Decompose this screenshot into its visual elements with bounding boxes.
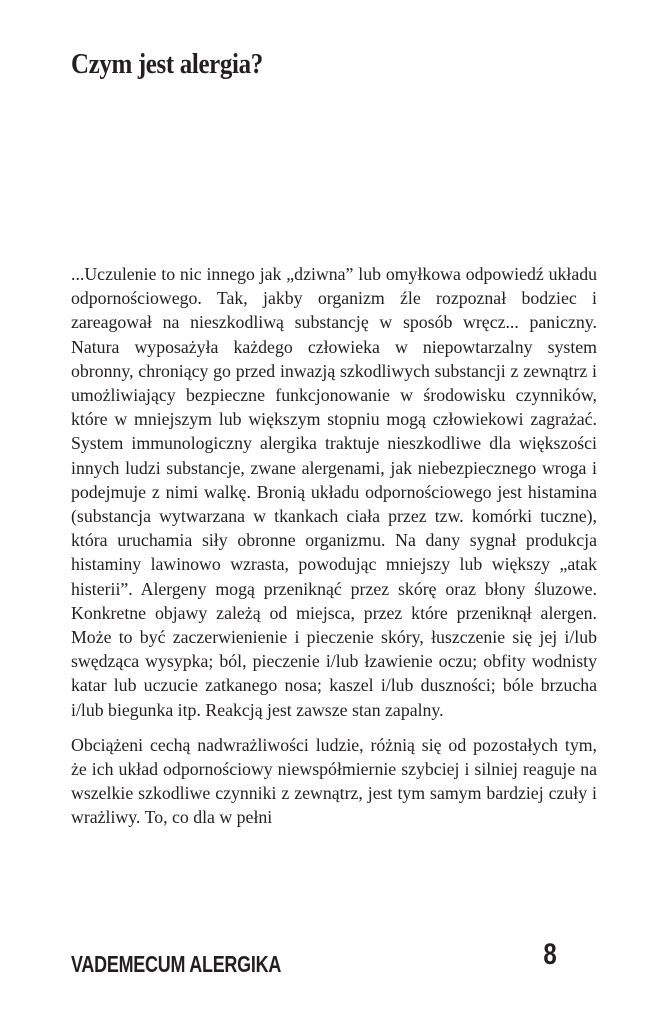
footer-book-title: VADEMECUM ALERGIKA	[71, 951, 282, 977]
page-number: 8	[543, 938, 557, 971]
paragraph: ...Uczulenie to nic innego jak „dziwna” lub omyłkowa odpowiedź układu odpornościowego. Tak, jakby organizm źle rozpoznał bodziec i zareagował na nieszkodliwą substancję w sposób wręcz... paniczny. Natura wyposażyła każdego człowieka w niepowtarzalny system obronny, chroniący go przed inwazją szkodliwych substancji z zewnątrz i umożliwiający bezpieczne funkcjonowanie w środowisku czynników, które w mniejszym lub większym stopniu mogą człowiekowi zagrażać. System immunologiczny alergika traktuje nieszkodliwe dla większości innych ludzi substancje, zwane alergenami, jak niebezpiecznego wroga i podejmuje z nimi walkę. Bronią układu odpornościowego jest histamina (substancja wytwarzana w tkankach ciała przez tzw. komórki tuczne), która uruchamia siły obronne organizmu. Na dany sygnał produkcja histaminy lawinowo wzrasta, powodując mniejszy lub większy „atak histerii”. Alergeny mogą przeniknąć przez skórę oraz błony śluzowe. Konkretne objawy zależą od miejsca, przez które przeniknął alergen. Może to być zaczerwienienie i pieczenie skóry, łuszczenie się jej i/lub swędząca wysypka; ból, pieczenie i/lub łzawienie oczu; obfity wodnisty katar lub uczucie zatkanego nosa; kaszel i/lub duszności; bóle brzucha i/lub biegunka itp. Reakcją jest zawsze stan zapalny.	[71, 264, 597, 720]
paragraph: Obciążeni cechą nadwrażliwości ludzie, różnią się od pozostałych tym, że ich układ odpornościowy niewspółmiernie szybciej i silniej reaguje na wszelkie szkodliwe czynniki z zewnątrz, jest tym samym bardziej czuły i wrażliwy. To, co dla w pełni	[71, 734, 597, 828]
page-title: Czym jest alergia?	[71, 48, 263, 80]
body-text	[71, 262, 597, 830]
